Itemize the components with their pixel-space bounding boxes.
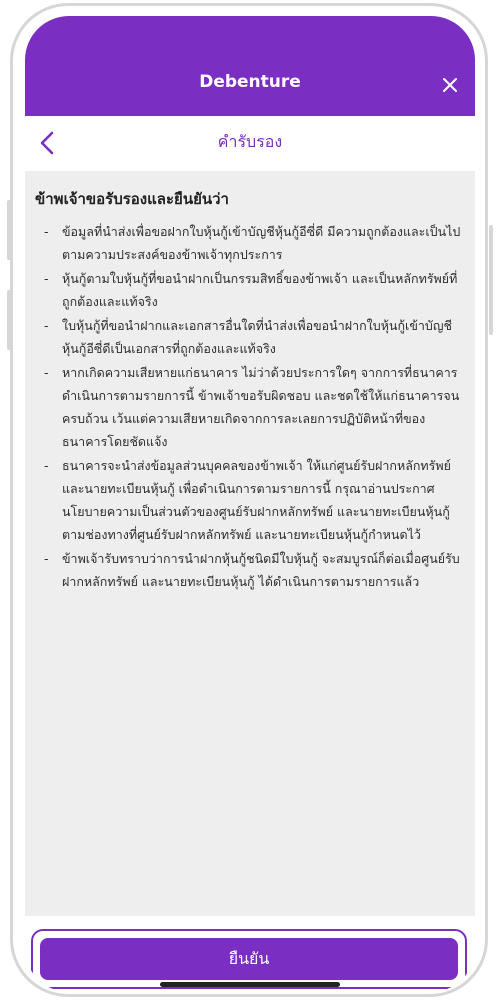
confirm-button[interactable]: ยืนยัน — [40, 938, 458, 980]
window-title: Debenture — [199, 72, 301, 92]
terms-content — [25, 171, 475, 594]
bullet-dash: - — [44, 365, 49, 380]
page-header — [25, 116, 475, 171]
bullet-dash: - — [44, 458, 49, 473]
terms-item — [35, 547, 463, 593]
app-screen — [25, 16, 475, 992]
terms-item — [35, 267, 463, 313]
terms-item — [35, 220, 463, 266]
terms-item-text: ข้าพเจ้ารับทราบว่าการนำฝากหุ้นกู้ชนิดมีใบหุ้นกู้ จะสมบูรณ์ก็ต่อเมื่อศูนย์รับฝากหลักทรัพย์ และนายทะเบียนหุ้นกู้ ได้ดำเนินการตามรายการแล้ว — [62, 551, 460, 589]
side-button-left-1 — [7, 200, 11, 260]
terms-heading: ข้าพเจ้าขอรับรองและยืนยันว่า — [35, 190, 229, 208]
title-bar — [25, 16, 475, 116]
close-icon — [439, 74, 461, 96]
terms-item-text: ข้อมูลที่นำส่งเพื่อขอฝากใบหุ้นกู้เข้าบัญชีหุ้นกู้อีซี่ดี มีความถูกต้องและเป็นไปตามความประสงค์ของข้าพเจ้าทุกประการ — [62, 224, 461, 262]
terms-item-text: ใบหุ้นกู้ที่ขอนำฝากและเอกสารอื่นใดที่นำส่งเพื่อขอนำฝากใบหุ้นกู้เข้าบัญชีหุ้นกู้อีซี่ดีเป็นเอกสารที่ถูกต้องและแท้จริง — [62, 318, 452, 356]
side-button-right — [489, 225, 493, 335]
side-button-left-2 — [7, 290, 11, 350]
home-indicator — [160, 982, 340, 987]
terms-list — [35, 220, 463, 593]
terms-item-text: หากเกิดความเสียหายแก่ธนาคาร ไม่ว่าด้วยประการใดๆ จากการที่ธนาคารดำเนินการตามรายการนี้ ข้าพเจ้าขอรับผิดชอบ และชดใช้ให้แก่ธนาคารจนครบถ้วน เว้นแต่ความเสียหายเกิดจากการละเลยการปฏิบัติหน้าที่ของธนาคารโดยชัดแจ้ง — [62, 365, 460, 449]
terms-item — [35, 454, 463, 546]
bullet-dash: - — [44, 271, 49, 286]
confirm-button-focus-ring — [31, 929, 467, 989]
terms-item-text: ธนาคารจะนำส่งข้อมูลส่วนบุคคลของข้าพเจ้า ให้แก่ศูนย์รับฝากหลักทรัพย์ และนายทะเบียนหุ้นกู้ เพื่อดำเนินการตามรายการนี้ กรุณาอ่านประกาศนโยบายความเป็นส่วนตัวของศูนย์รับฝากหลักทรัพย์ และนายทะเบียนหุ้นกู้ตามช่องทางที่ศูนย์รับฝากหลักทรัพย์ และนายทะเบียนหุ้นกู้กำหนดไว้ — [62, 458, 451, 542]
terms-item — [35, 314, 463, 360]
footer-bar — [25, 916, 475, 992]
close-button[interactable] — [439, 74, 461, 96]
bullet-dash: - — [44, 318, 49, 333]
page-title: คำรับรอง — [217, 132, 283, 151]
bullet-dash: - — [44, 551, 49, 566]
terms-item-text: หุ้นกู้ตามใบหุ้นกู้ที่ขอนำฝากเป็นกรรมสิทธิ์ของข้าพเจ้า และเป็นหลักทรัพย์ที่ถูกต้องและแท้จริง — [62, 271, 458, 309]
bullet-dash: - — [44, 224, 49, 239]
terms-item — [35, 361, 463, 453]
